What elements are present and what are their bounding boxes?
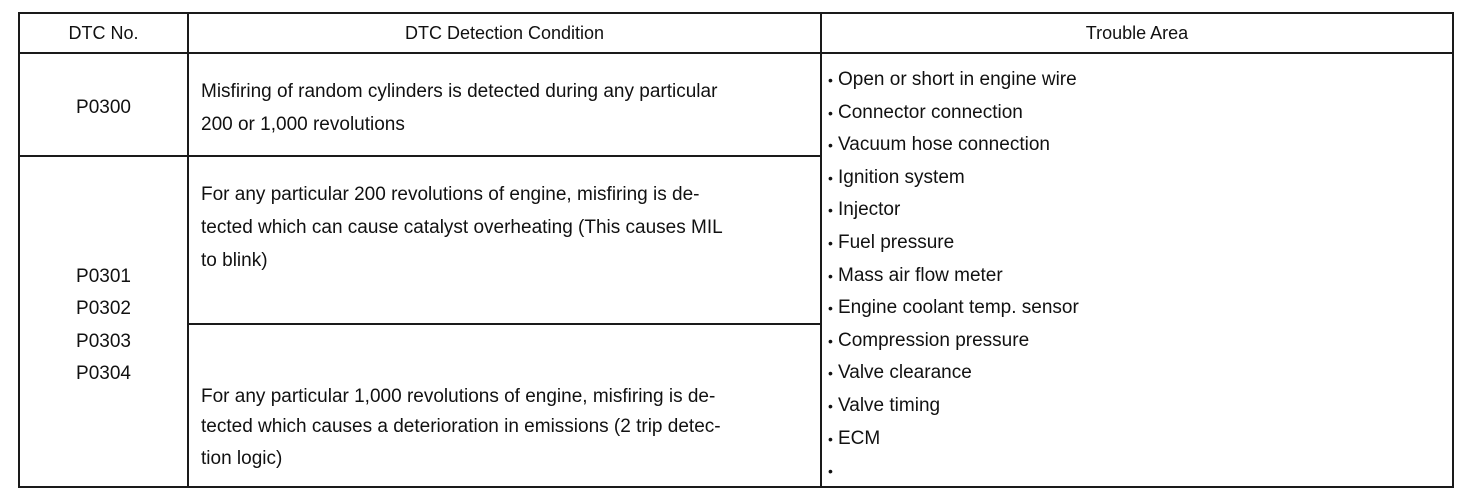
condition-line: tion logic) [201,448,283,469]
bullet-icon: • [828,430,833,447]
header-dtc-no: DTC No. [68,23,139,43]
trouble-item: • Fuel pressure [828,227,1079,260]
bullet-icon: • [828,137,833,154]
dtc-code-p0304: P0304 [76,363,131,384]
condition-line: Misfiring of random cylinders is detected during any particular [201,81,718,102]
condition-line: tected which causes a deterioration in emissions (2 trip detec- [201,416,721,437]
condition-line: For any particular 1,000 revolutions of engine, misfiring is de- [201,386,716,407]
dtc-code-p0302: P0302 [76,298,131,319]
condition-line: 200 or 1,000 revolutions [201,114,405,135]
trouble-area-list [828,64,1079,488]
column-divider-2 [820,12,822,488]
row-rule-2 [188,323,822,325]
column-divider-1 [187,12,189,488]
bullet-icon: • [828,365,833,382]
bullet-icon: • [828,72,833,88]
bullet-icon: • [828,463,833,480]
bullet-icon: • [828,267,833,284]
bullet-icon: • [828,234,833,251]
row-rule-1 [18,155,822,157]
trouble-item: • Valve clearance [828,357,1079,390]
bullet-icon: • [828,202,833,219]
dtc-code-p0303: P0303 [76,331,131,352]
trouble-item [828,455,1079,488]
trouble-item: • Vacuum hose connection [828,129,1079,162]
dtc-code-p0301: P0301 [76,266,131,287]
trouble-item: • Engine coolant temp. sensor [828,292,1079,325]
dtc-code-p0300: P0300 [76,97,131,118]
bullet-icon: • [828,169,833,186]
condition-line: tected which can cause catalyst overheating (This causes MIL [201,217,723,238]
bullet-icon: • [828,397,833,414]
bullet-icon: • [828,332,833,349]
trouble-item: • ECM [828,423,1079,456]
bullet-icon: • [828,300,833,317]
trouble-item: • Ignition system [828,162,1079,195]
trouble-item: • Open or short in engine wire [828,64,1079,97]
trouble-item: • Mass air flow meter [828,260,1079,293]
condition-line: For any particular 200 revolutions of engine, misfiring is de- [201,184,700,205]
trouble-item: • Compression pressure [828,325,1079,358]
trouble-item: • Valve timing [828,390,1079,423]
trouble-item: • Connector connection [828,97,1079,130]
trouble-item: • Injector [828,194,1079,227]
header-detection-condition: DTC Detection Condition [404,23,605,43]
condition-line: to blink) [201,250,268,271]
header-trouble-area: Trouble Area [1085,23,1189,43]
bullet-icon: • [828,104,833,121]
